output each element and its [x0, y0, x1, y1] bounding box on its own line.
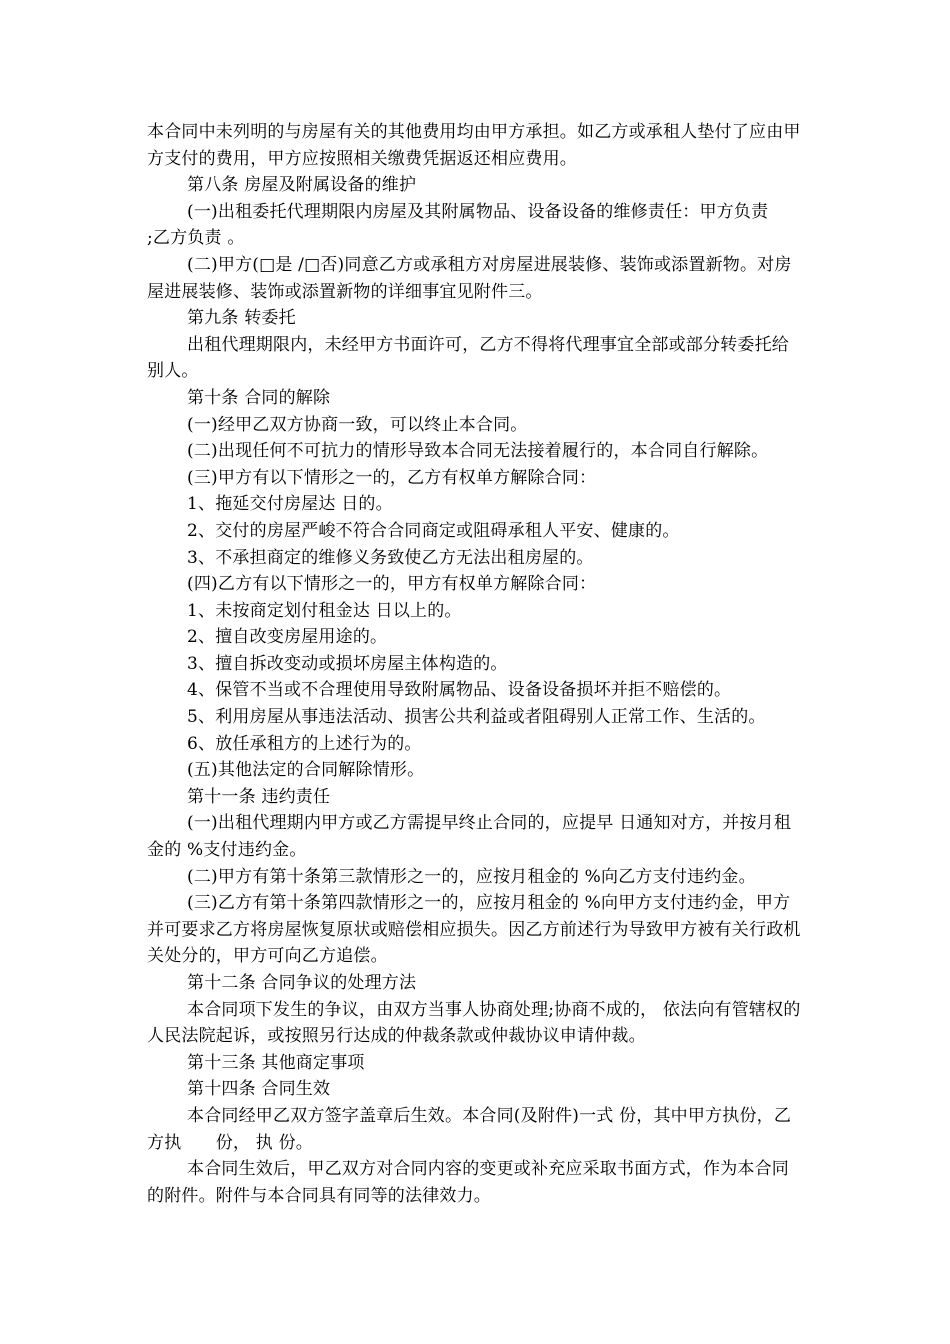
- body-paragraph: (三)甲方有以下情形之一的，乙方有权单方解除合同：: [187, 467, 597, 488]
- body-paragraph: 1、拖延交付房屋达 日的。: [187, 494, 393, 515]
- body-paragraph: 本合同经甲乙双方签字盖章后生效。本合同(及附件)一式 份，其中甲方执份，乙方执 份， 执 份。: [147, 1105, 792, 1153]
- body-paragraph: 5、利用房屋从事违法活动、损害公共利益或者阻碍别人正常工作、生活的。: [187, 707, 766, 728]
- section-heading: 第十四条 合同生效: [187, 1079, 331, 1100]
- body-paragraph: (一)出租委托代理期限内房屋及其附属物品、设备设备的维修责任：甲方负责 ;乙方负责 。: [147, 201, 803, 249]
- body-paragraph: (一)经甲乙双方协商一致，可以终止本合同。: [187, 414, 528, 435]
- body-paragraph: (二)出现任何不可抗力的情形导致本合同无法接着履行的，本合同自行解除。: [187, 441, 769, 462]
- body-paragraph: 出租代理期限内，未经甲方书面许可，乙方不得将代理事宜全部或部分转委托给别人。: [147, 334, 789, 382]
- section-heading: 第九条 转委托: [187, 308, 296, 329]
- body-paragraph: 2、擅自改变房屋用途的。: [187, 627, 388, 648]
- body-paragraph: 3、擅自拆改变动或损坏房屋主体构造的。: [187, 653, 508, 674]
- body-paragraph: 1、未按商定划付租金达 日以上的。: [187, 600, 462, 621]
- body-paragraph: (三)乙方有第十条第四款情形之一的，应按月租金的 %向甲方支付违约金，甲方并可要求乙方将房屋恢复原状或赔偿相应损失。因乙方前述行为导致甲方被有关行政机关处分的，甲方可向乙方追偿。: [147, 893, 801, 967]
- body-paragraph: (二)甲方有第十条第三款情形之一的，应按月租金的 %向乙方支付违约金。: [187, 866, 756, 887]
- body-paragraph: 本合同项下发生的争议，由双方当事人协商处理;协商不成的， 依法向有管辖权的人民法院起诉，或按照另行达成的仲裁条款或仲裁协议申请仲裁。: [147, 999, 801, 1047]
- body-paragraph: 2、交付的房屋严峻不符合合同商定或阻碍承租人平安、健康的。: [187, 520, 680, 541]
- body-paragraph: 6、放任承租方的上述行为的。: [187, 733, 422, 754]
- section-heading: 第十一条 违约责任: [187, 786, 331, 807]
- section-heading: 第十二条 合同争议的处理方法: [187, 973, 417, 993]
- document-body: [147, 119, 803, 1209]
- section-heading: 第十条 合同的解除: [187, 387, 331, 408]
- body-paragraph: (五)其他法定的合同解除情形。: [187, 760, 425, 781]
- section-heading: 第十三条 其他商定事项: [187, 1052, 365, 1073]
- body-paragraph: 4、保管不当或不合理使用导致附属物品、设备设备损坏并拒不赔偿的。: [187, 680, 732, 701]
- section-heading: 第八条 房屋及附属设备的维护: [187, 175, 417, 196]
- body-paragraph: (四)乙方有以下情形之一的，甲方有权单方解除合同：: [187, 574, 597, 595]
- body-paragraph: 3、不承担商定的维修义务致使乙方无法出租房屋的。: [187, 547, 594, 568]
- body-paragraph: 本合同生效后，甲乙双方对合同内容的变更或补充应采取书面方式，作为本合同的附件。附件与本合同具有同等的法律效力。: [147, 1159, 789, 1206]
- body-paragraph: (二)甲方(□是 /□否)同意乙方或承租方对房屋进展装修、装饰或添置新物。对房屋进展装修、装饰或添置新物的详细事宜见附件三。: [147, 254, 792, 302]
- body-paragraph: 本合同中未列明的与房屋有关的其他费用均由甲方承担。如乙方或承租人垫付了应由甲方支付的费用，甲方应按照相关缴费凭据返还相应费用。: [147, 122, 801, 169]
- body-paragraph: (一)出租代理期内甲方或乙方需提早终止合同的，应提早 日通知对方，并按月租金的 %支付违约金。: [147, 813, 792, 861]
